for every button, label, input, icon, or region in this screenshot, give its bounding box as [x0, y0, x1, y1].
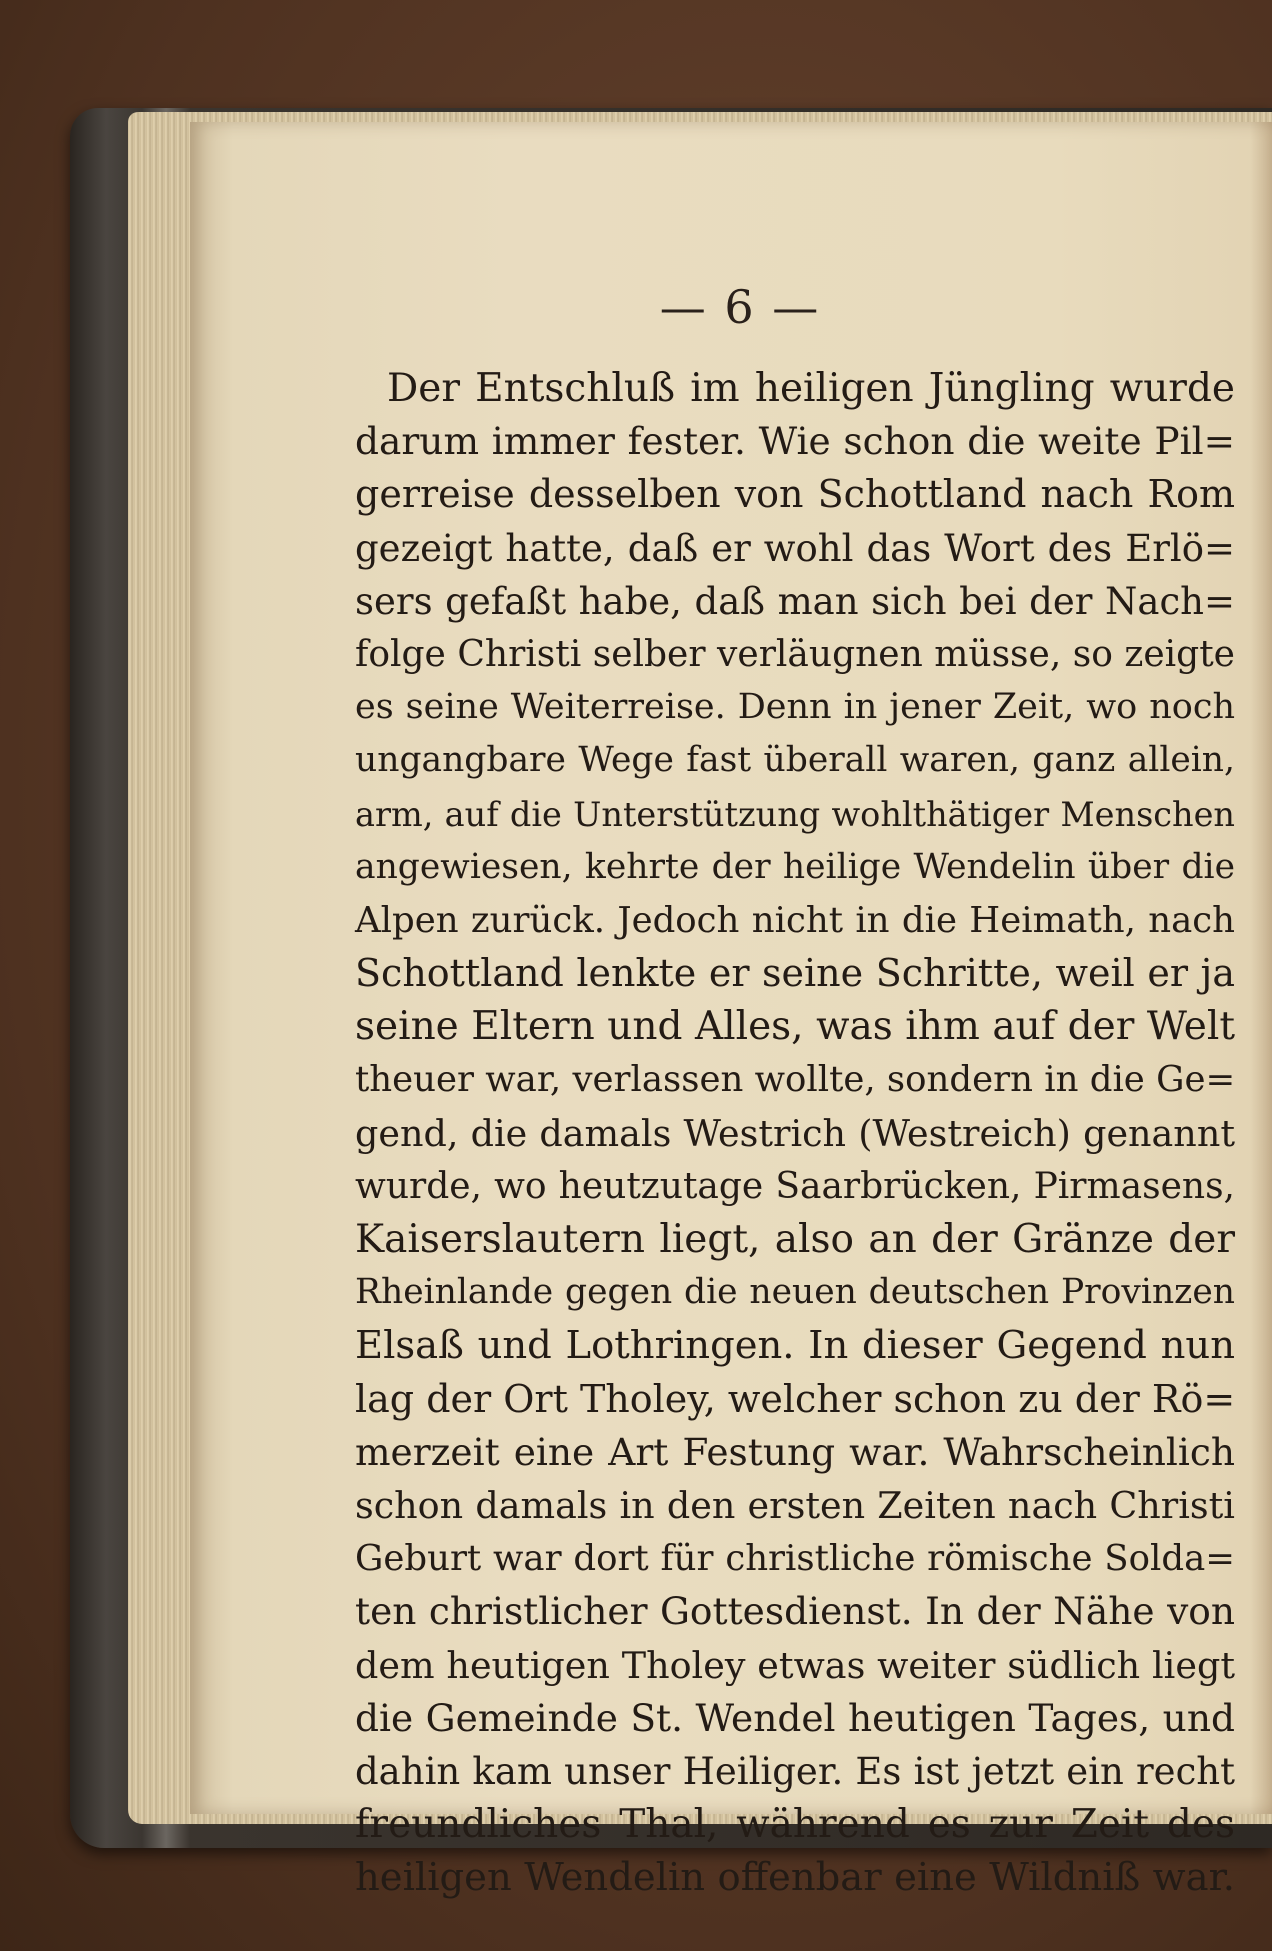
text-line: Alpen zurück. Jedoch nicht in die Heimath, nach	[355, 899, 1235, 941]
text-line: lag der Ort Tholey, welcher schon zu der Rö=	[355, 1376, 1236, 1421]
text-line: sers gefaßt habe, daß man sich bei der Nach=	[355, 579, 1235, 623]
text-line: Der Entschluß im heiligen Jüngling wurde	[387, 366, 1235, 411]
text-line: Rheinlande gegen die neuen deutschen Provinzen	[355, 1272, 1235, 1313]
text-line: angewiesen, kehrte der heilige Wendelin über die	[355, 846, 1235, 887]
text-line: schon damals in den ersten Zeiten nach Christi	[355, 1483, 1235, 1527]
text-line: gezeigt hatte, daß er wohl das Wort des Erlö=	[355, 526, 1235, 570]
text-line: es seine Weiterreise. Denn in jener Zeit, wo noch	[355, 687, 1235, 728]
page-number: — 6 —	[659, 280, 821, 334]
text-line: die Gemeinde St. Wendel heutigen Tages, und	[355, 1695, 1235, 1740]
text-line: theuer war, verlassen wollte, sondern in die Ge=	[355, 1059, 1236, 1101]
text-line: folge Christi selber verläugnen müsse, so zeigte	[355, 633, 1235, 675]
text-line: dem heutigen Tholey etwas weiter südlich liegt	[355, 1643, 1235, 1687]
text-line: darum immer fester. Wie schon die weite Pil=	[355, 419, 1235, 464]
text-line: freundliches Thal, während es zur Zeit des	[355, 1802, 1235, 1848]
book-page	[190, 122, 1272, 1901]
text-line: arm, auf die Unterstützung wohlthätiger Menschen	[355, 794, 1235, 834]
text-line: heiligen Wendelin offenbar eine Wildniß war.	[355, 1855, 1235, 1901]
text-line: seine Eltern und Alles, was ihm auf der Welt	[355, 1004, 1235, 1050]
text-line: merzeit eine Art Festung war. Wahrscheinlich	[355, 1429, 1235, 1474]
text-line: ungangbare Wege fast überall waren, ganz allein,	[355, 740, 1235, 781]
text-line: wurde, wo heutzutage Saarbrücken, Pirmasens,	[355, 1165, 1235, 1207]
text-line: Geburt war dort für christliche römische Solda=	[355, 1538, 1235, 1580]
text-line: gerreise desselben von Schottland nach Rom	[355, 472, 1235, 517]
text-line: ten christlicher Gottesdienst. In der Nähe von	[355, 1589, 1235, 1634]
text-line: Kaiserslautern liegt, also an der Gränze der	[355, 1217, 1235, 1262]
text-line: Elsaß und Lothringen. In dieser Gegend nun	[355, 1323, 1235, 1369]
body-text	[355, 362, 1235, 1904]
text-line: dahin kam unser Heiliger. Es ist jetzt ein recht	[355, 1749, 1235, 1793]
text-line: gend, die damals Westrich (Westreich) genannt	[355, 1111, 1235, 1155]
text-line: Schottland lenkte er seine Schritte, weil er ja	[355, 951, 1235, 996]
